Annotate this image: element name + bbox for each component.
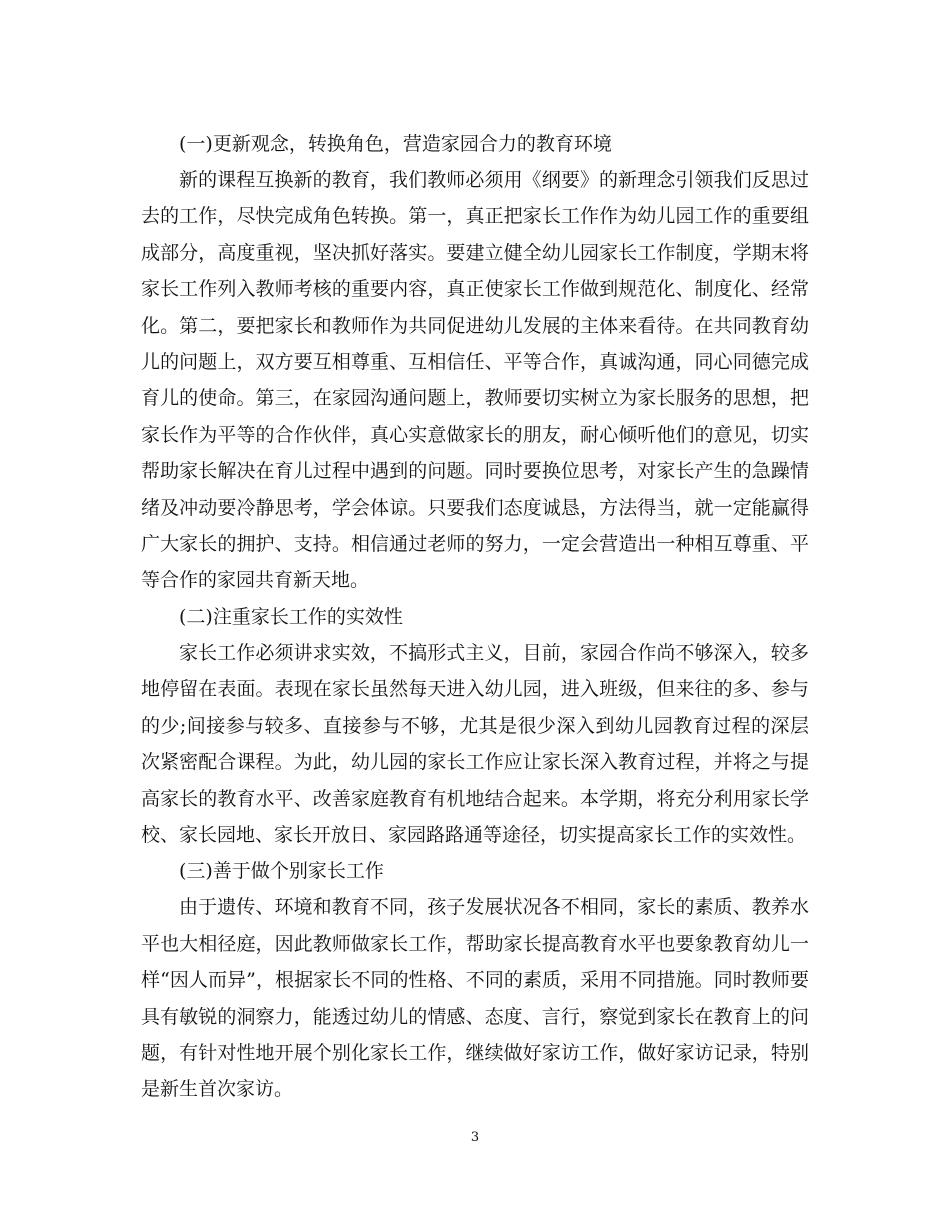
section-3 (141, 853, 809, 1107)
page-number: 3 (470, 1130, 480, 1145)
section-heading: (三)善于做个别家长工作 (179, 860, 384, 883)
section-paragraph: 家长工作必须讲求实效，不搞形式主义，目前，家园合作尚不够深入，较多地停留在表面。表现在家长虽然每天进入幼儿园，进入班级，但来往的多、参与的少;间接参与较多、直接参与不够，尤其是很少深入到幼儿园教育过程的深层次紧密配合课程。为此，幼儿园的家长工作应让家长深入教育过程，并将之与提高家长的教育水平、改善家庭教育有机地结合起来。本学期，将充分利用家长学校、家长园地、家长开放日、家园路路通等途径，切实提高家长工作的实效性。 (141, 641, 809, 846)
section-1 (141, 126, 809, 599)
section-heading: (一)更新观念，转换角色，营造家园合力的教育环境 (179, 133, 612, 155)
document-body (141, 126, 809, 1108)
section-paragraph: 新的课程互换新的教育，我们教师必须用《纲要》的新理念引领我们反思过去的工作，尽快完成角色转换。第一，真正把家长工作作为幼儿园工作的重要组成部分，高度重视，坚决抓好落实。要建立健全幼儿园家长工作制度，学期末将家长工作列入教师考核的重要内容，真正使家长工作做到规范化、制度化、经常化。第二，要把家长和教师作为共同促进幼儿发展的主体来看待。在共同教育幼儿的问题上，双方要互相尊重、互相信任、平等合作，真诚沟通，同心同德完成育儿的使命。第三，在家园沟通问题上，教师要切实树立为家长服务的思想，把家长作为平等的合作伙伴，真心实意做家长的朋友，耐心倾听他们的意见，切实帮助家长解决在育儿过程中遇到的问题。同时要换位思考，对家长产生的急躁情绪及冲动要冷静思考，学会体谅。只要我们态度诚恳，方法得当，就一定能赢得广大家长的拥护、支持。相信通过老师的努力，一定会营造出一种相互尊重、平等合作的家园共育新天地。 (141, 169, 809, 592)
section-paragraph: 由于遗传、环境和教育不同，孩子发展状况各不相同，家长的素质、教养水平也大相径庭，因此教师做家长工作，帮助家长提高教育水平也要象教育幼儿一样“因人而异”，根据家长不同的性格、不同的素质，采用不同措施。同时教师要具有敏锐的洞察力，能透过幼儿的情感、态度、言行，察觉到家长在教育上的问题，有针对性地开展个别化家长工作，继续做好家访工作，做好家访记录，特别是新生首次家访。 (141, 896, 809, 1101)
section-2 (141, 599, 809, 853)
section-heading: (二)注重家长工作的实效性 (179, 605, 403, 628)
